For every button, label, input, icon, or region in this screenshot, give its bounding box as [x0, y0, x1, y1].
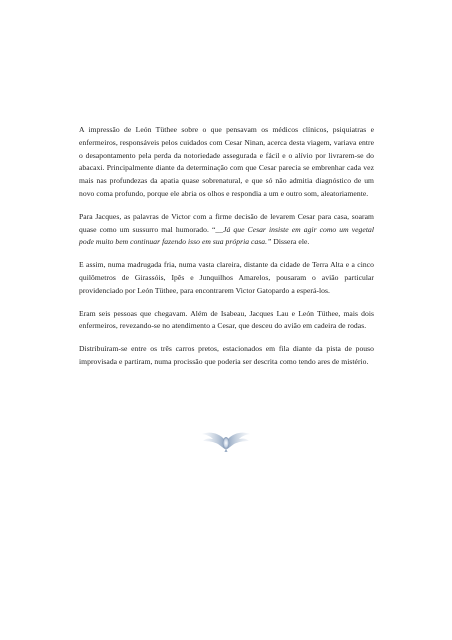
paragraph-2-text: Para Jacques, as palavras de Victor com a firme decisão de levarem Cesar para casa, soaram quase como um sussurro mal humorado. “	[79, 211, 374, 234]
winged-ornament-icon	[201, 429, 251, 453]
paragraph-5: Distribuíram-se entre os três carros pretos, estacionados em fila diante da pista de pouso improvisada e partiram, numa procissão que poderia ser descrita como tendo ares de mistério.	[79, 344, 374, 366]
body-text	[79, 124, 374, 379]
paragraph-2-quote: __Já que Cesar insiste em agir como um vegetal pode muito bem continuar fazendo isso em sua própria casa.”	[79, 224, 374, 247]
paragraph-3: E assim, numa madrugada fria, numa vasta clareira, distante da cidade de Terra Alta e a cinco quilômetros de Girassóis, Ipês e Junquilhos Amarelos, pousaram o avião particular providenciado por León Tüthee, para encontrarem Victor Gatopardo a esperá-los.	[79, 260, 374, 295]
paragraph-2	[79, 211, 374, 249]
paragraph-1: A impressão de León Tüthee sobre o que pensavam os médicos clínicos, psiquiatras e enfermeiros, responsáveis pelos cuidados com Cesar Ninan, acerca desta viagem, variava entre o desapontamento pela perda da notoriedade assegurada e fácil e o alívio por livrarem-se do abacaxi. Principalmente diante da determinação com que Cesar parecia se embrenhar cada vez mais nas profundezas da apatia quase sobrenatural, e que só não admitia diagnóstico de um novo coma profundo, porque ele abria os olhos e respondia a um e outro som, aleatoriamente.	[79, 125, 374, 198]
paragraph-4: Eram seis pessoas que chegavam. Além de Isabeau, Jacques Lau e León Tüthee, mais dois enfermeiros, revezando-se no atendimento a Cesar, que desceu do avião em cadeira de rodas.	[79, 308, 374, 331]
paragraph-2-tail: Dissera ele.	[271, 237, 310, 247]
